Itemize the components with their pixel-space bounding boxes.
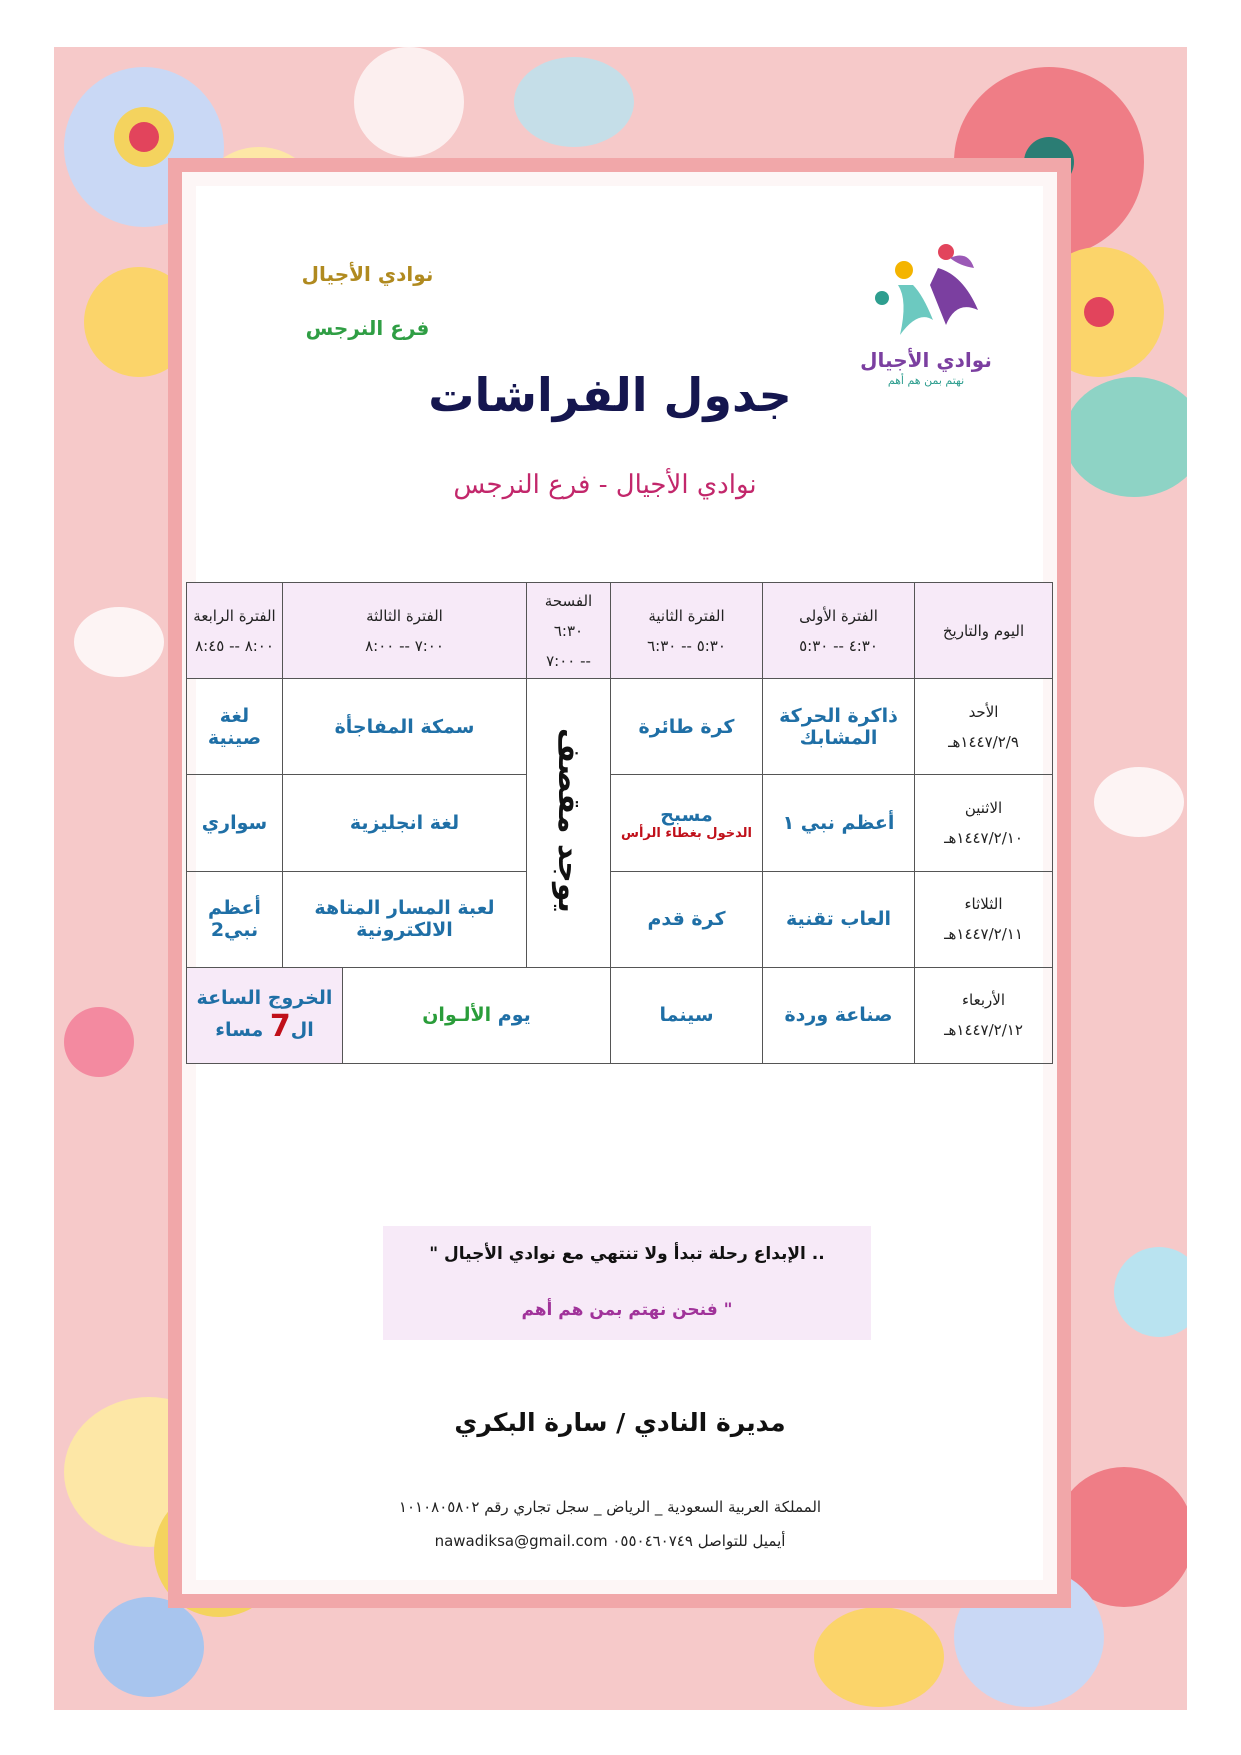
- header-day: اليوم والتاريخ: [915, 583, 1053, 679]
- schedule-table: [186, 582, 1053, 1064]
- period-cell: العاب تقنية: [763, 871, 915, 967]
- period-cell: مسبح الدخول بغطاء الرأس: [611, 775, 763, 871]
- period-cell: صناعة وردة: [763, 967, 915, 1063]
- break-cell: [527, 679, 611, 968]
- table-header-row: [187, 583, 1053, 679]
- day-cell: الاثنين ١٤٤٧/٢/١٠هـ: [915, 775, 1053, 871]
- logo-tagline: نهتم بمن هم أهم: [887, 374, 965, 387]
- manager-signature: مديرة النادي / سارة البكري: [454, 1408, 786, 1437]
- exit-time-cell: الخروج الساعة ال7 مساء: [187, 967, 343, 1063]
- colors-word: الألـوان: [422, 1004, 492, 1027]
- period-cell: سواري: [187, 775, 283, 871]
- period-cell: لغة صينية: [187, 679, 283, 775]
- footer-contact: nawadiksa@gmail.com أيميل للتواصل ٠٥٥٠٤٦٠٧٤٩: [434, 1532, 786, 1550]
- day-cell: الثلاثاء ١٤٤٧/٢/١١هـ: [915, 871, 1053, 967]
- club-logo: [838, 240, 1014, 390]
- club-name: نوادي الأجيال: [301, 262, 434, 286]
- quote-line-2: فنحن نهتم بمن هم أهم ": [521, 1300, 733, 1320]
- header-period-2: الفترة الثانية ٥:٣٠ -- ٦:٣٠: [611, 583, 763, 679]
- page-subtitle: نوادي الأجيال - فرع النرجس: [453, 470, 757, 500]
- logo-name: نوادي الأجيال: [860, 348, 992, 372]
- period-cell: لعبة المسار المتاهة الالكترونية: [283, 871, 527, 967]
- period-cell: كرة قدم: [611, 871, 763, 967]
- period-cell: لغة انجليزية: [283, 775, 527, 871]
- period-cell: أعظم نبي2: [187, 871, 283, 967]
- period-cell: سينما: [611, 967, 763, 1063]
- colors-day-cell: يوم الألـوان: [343, 967, 611, 1063]
- logo-figures-icon: [838, 240, 1014, 350]
- header-break: الفسحة ٦:٣٠ -- ٧:٠٠: [527, 583, 611, 679]
- table-row: [187, 967, 1053, 1063]
- period-cell: ذاكرة الحركة المشابك: [763, 679, 915, 775]
- header-period-3: الفترة الثالثة ٧:٠٠ -- ٨:٠٠: [283, 583, 527, 679]
- quote-box: [383, 1226, 871, 1340]
- branch-name: فرع النرجس: [305, 316, 430, 340]
- day-cell: الأربعاء ١٤٤٧/٢/١٢هـ: [915, 967, 1053, 1063]
- canteen-label: يوجد مقصف: [551, 728, 586, 913]
- page-title: جدول الفراشات: [428, 368, 792, 422]
- period-cell: أعظم نبي ١: [763, 775, 915, 871]
- header-period-1: الفترة الأولى ٤:٣٠ -- ٥:٣٠: [763, 583, 915, 679]
- period-cell: كرة طائرة: [611, 679, 763, 775]
- swim-note: الدخول بغطاء الرأس: [621, 826, 752, 842]
- table-row: [187, 679, 1053, 775]
- table-row: [187, 775, 1053, 871]
- footer-registration: المملكة العربية السعودية _ الرياض _ سجل تجاري رقم ١٠١٠٨٠٥٨٠٢: [398, 1498, 822, 1516]
- header-period-4: الفترة الرابعة ٨:٠٠ -- ٨:٤٥: [187, 583, 283, 679]
- table-row: [187, 871, 1053, 967]
- exit-hour: 7: [269, 1008, 291, 1044]
- quote-line-1: " الإبداع رحلة تبدأ ولا تنتهي مع نوادي الأجيال ..: [429, 1244, 825, 1264]
- day-cell: الأحد ١٤٤٧/٢/٩هـ: [915, 679, 1053, 775]
- period-cell: سمكة المفاجأة: [283, 679, 527, 775]
